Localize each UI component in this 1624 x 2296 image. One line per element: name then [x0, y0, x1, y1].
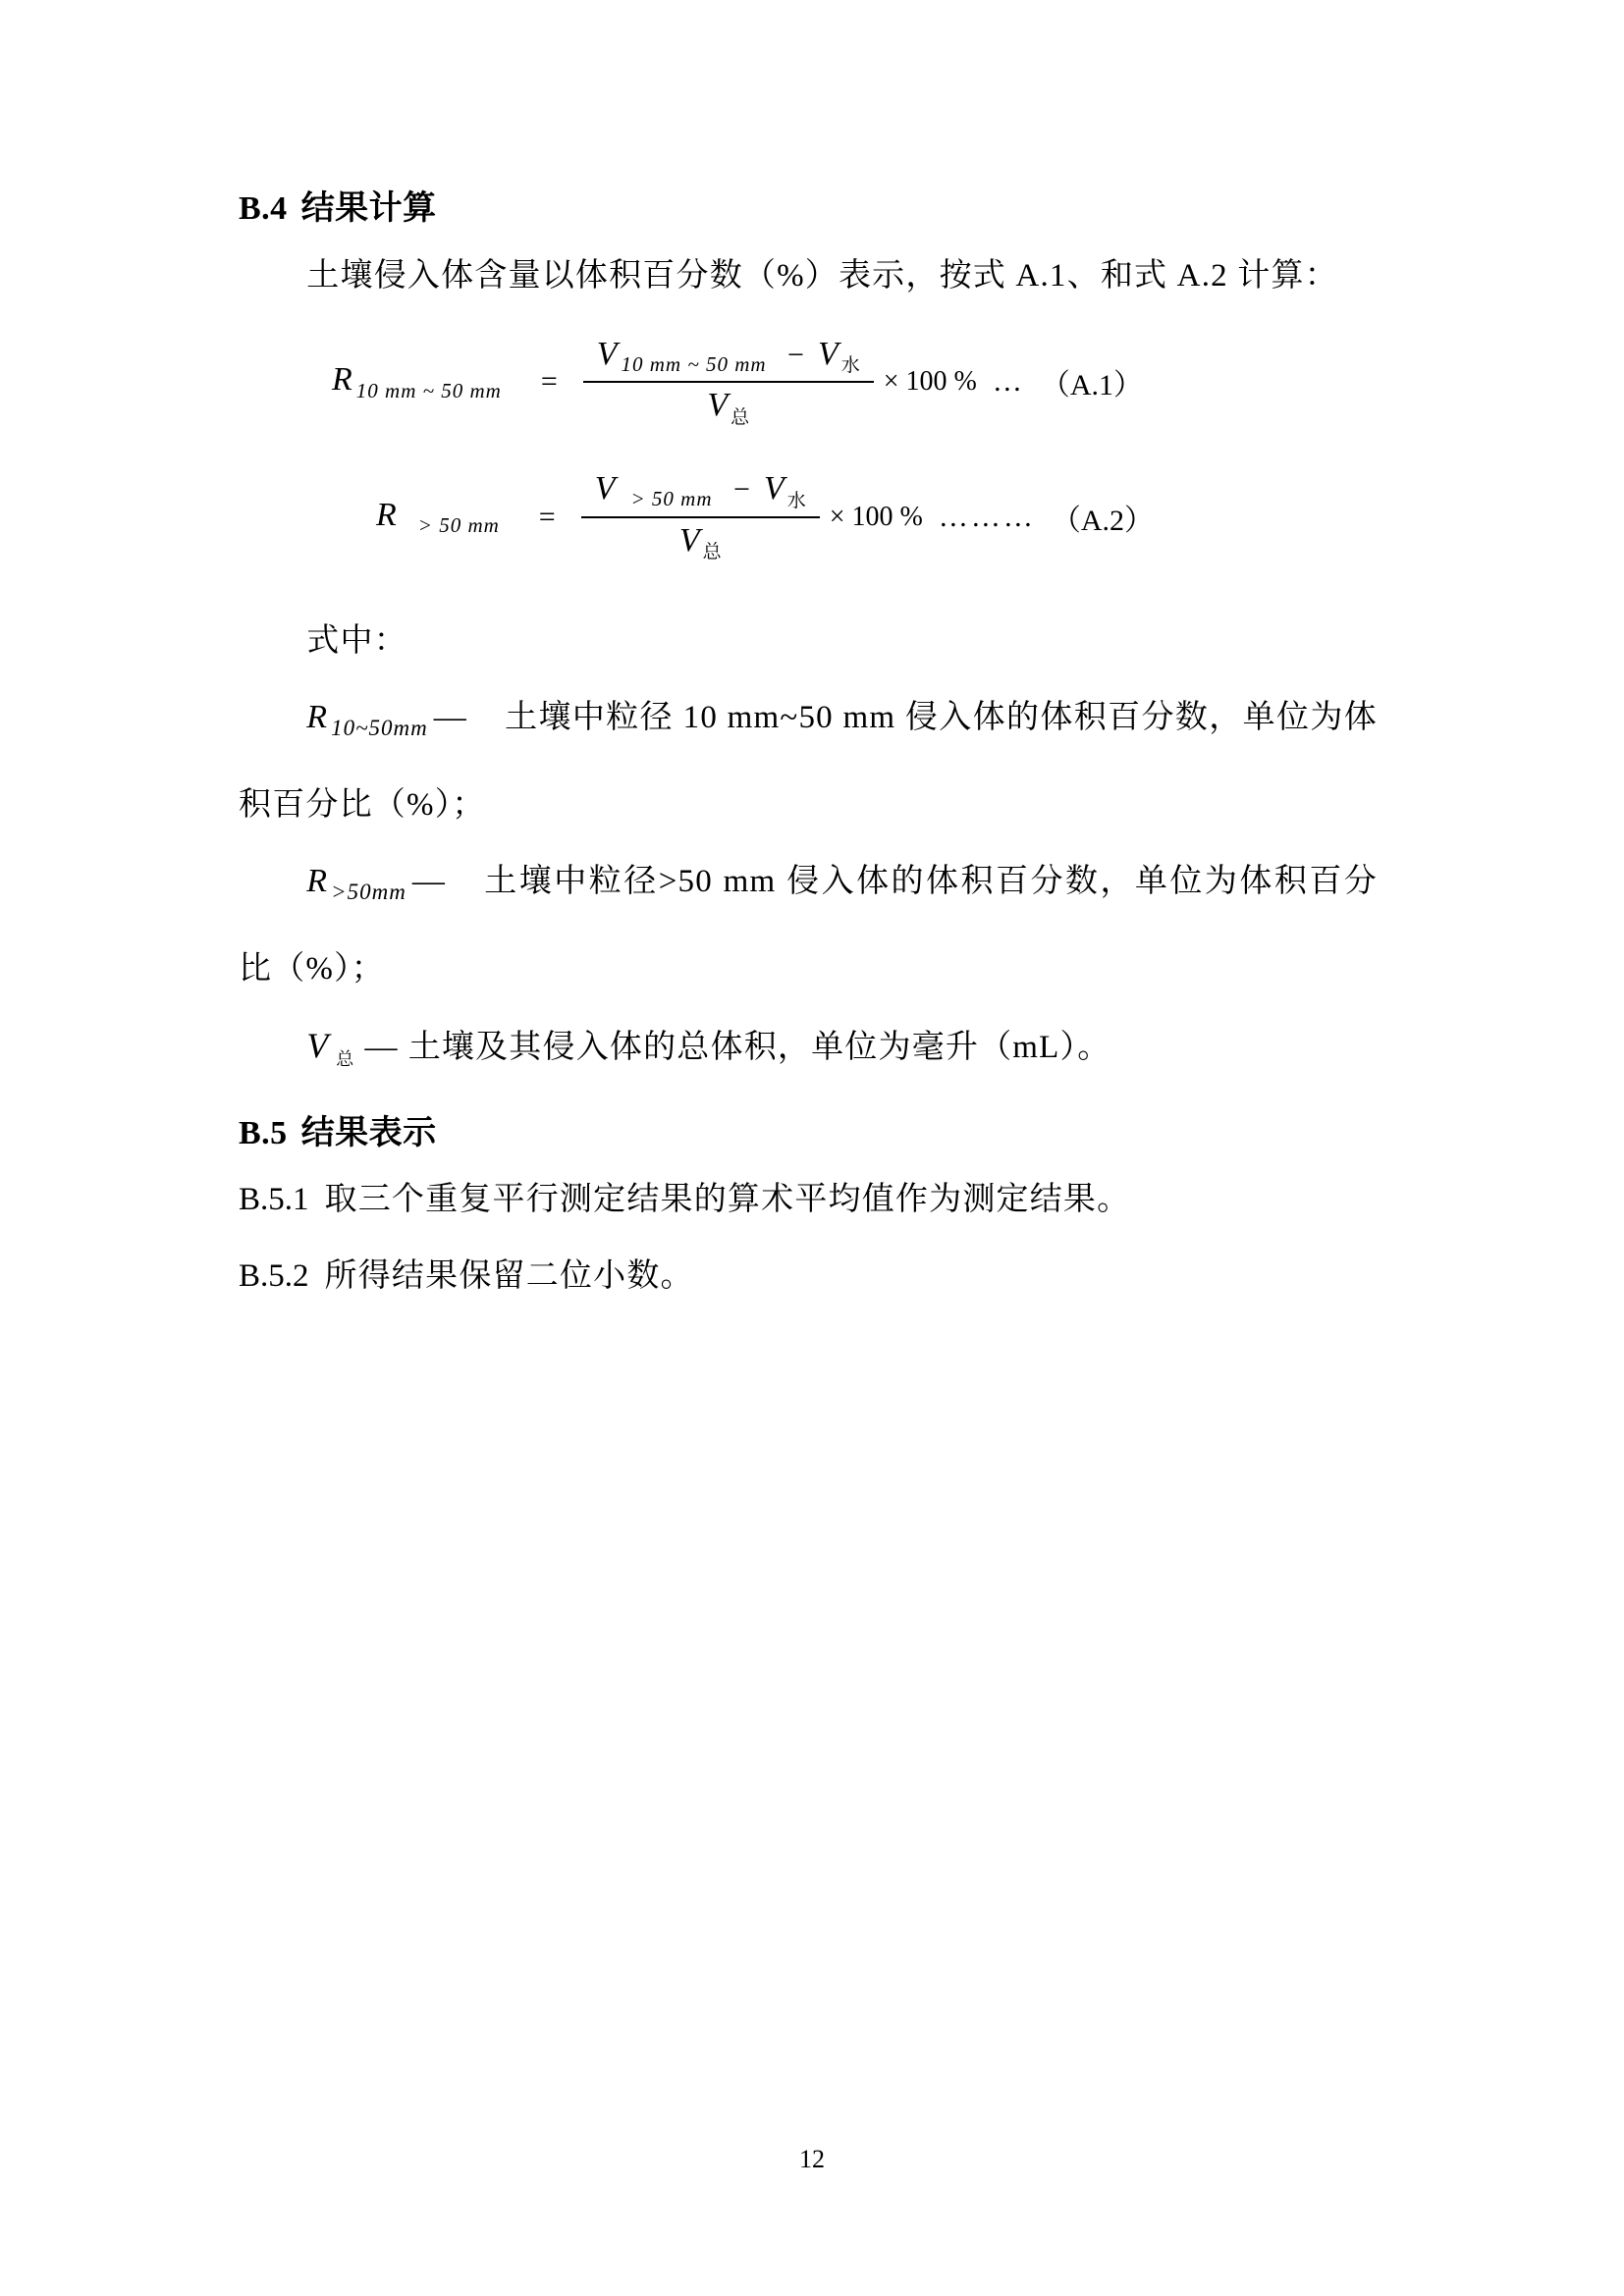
- clause-number-b5-1: B.5.1: [239, 1182, 309, 1218]
- section-heading-b5: [239, 1111, 1378, 1156]
- formula-a2-numerator-var2: V: [763, 470, 785, 507]
- definition-symbol-sub-0: 10~50mm: [331, 716, 428, 741]
- formula-a2-fraction: [581, 470, 820, 563]
- formula-a1-fraction: [583, 336, 874, 429]
- clause-number-b5-2: B.5.2: [239, 1258, 309, 1295]
- definition-symbol-var-0: R: [306, 699, 328, 736]
- section-heading-b4: [239, 187, 1378, 232]
- section-number-b4: B.4: [239, 190, 288, 227]
- formula-a1-lhs-var: R: [332, 361, 352, 399]
- definition-dash-1: —: [411, 864, 447, 900]
- formula-a2-numerator-var: V: [594, 470, 616, 507]
- spacer-after-formulas: [239, 563, 1378, 603]
- where-label: 式中：: [306, 623, 407, 660]
- definition-item-v-total: [239, 1007, 1378, 1096]
- formula-a1-lhs-sub: 10 mm ~ 50 mm: [355, 378, 502, 402]
- formula-a2-multiplier: × 100 %: [829, 501, 923, 532]
- formula-a1: [239, 336, 1378, 429]
- formula-a2-equals: =: [538, 500, 556, 533]
- formula-a1-numerator-var: V: [596, 335, 618, 372]
- section-number-b5: B.5: [239, 1114, 288, 1151]
- page-number: 12: [799, 2145, 825, 2173]
- formula-a2-numerator-sub2: 水: [786, 490, 806, 511]
- section-title-b4: 结果计算: [300, 190, 437, 227]
- formula-a1-equals: =: [540, 365, 558, 399]
- definition-item-r10-50mm: [239, 679, 1378, 843]
- definition-symbol-var-2: V: [306, 1026, 329, 1066]
- formula-a2-lhs-var: R: [376, 496, 397, 533]
- formula-a2-lhs-sub: > 50 mm: [417, 512, 500, 537]
- definition-text-2: 土壤及其侵入体的总体积，单位为毫升（mL）。: [407, 1030, 1111, 1066]
- definition-text-1: 土壤中粒径>50 mm 侵入体的体积百分数，单位为体积百分比（%）；: [239, 864, 1378, 988]
- formula-a1-numerator-sub2: 水: [840, 355, 860, 377]
- formula-a2-denominator: [666, 518, 735, 564]
- formula-a1-leader: …: [992, 365, 1025, 399]
- definition-dash-2: —: [364, 1030, 399, 1066]
- formula-a1-label: （A.1）: [1040, 369, 1144, 402]
- formula-a2-denominator-var: V: [678, 521, 700, 559]
- formula-a2-leader: ………: [938, 500, 1036, 533]
- definition-symbol-var-1: R: [306, 863, 328, 900]
- formula-a2-numerator: [581, 470, 820, 516]
- definition-symbol-sub-2: 总: [336, 1048, 355, 1069]
- clause-b5-2: [239, 1238, 1378, 1314]
- clause-text-b5-1: 取三个重复平行测定结果的算术平均值作为测定结果。: [324, 1182, 1131, 1218]
- formula-a1-numerator-var2: V: [817, 335, 839, 372]
- formula-a1-numerator: [583, 336, 874, 382]
- formula-a1-multiplier: × 100 %: [883, 366, 977, 398]
- page-content: [239, 187, 1378, 1314]
- formula-a1-denominator: [693, 383, 763, 429]
- formula-a1-denominator-sub: 总: [731, 407, 750, 429]
- formula-a2-label: （A.2）: [1051, 504, 1155, 537]
- b4-intro-paragraph: 土壤侵入体含量以体积百分数（%）表示，按式 A.1、和式 A.2 计算：: [306, 257, 1338, 294]
- formula-a1-denominator-var: V: [707, 387, 729, 424]
- formula-a2-lhs: [376, 497, 500, 538]
- clause-text-b5-2: 所得结果保留二位小数。: [324, 1258, 694, 1295]
- formula-a2: [239, 470, 1378, 563]
- definition-dash-0: —: [433, 700, 467, 736]
- formula-a2-denominator-sub: 总: [702, 542, 722, 563]
- formula-a2-minus: −: [733, 473, 750, 507]
- formula-a1-minus: −: [787, 338, 804, 371]
- definition-symbol-sub-1: >50mm: [331, 880, 406, 905]
- definition-text-0: 土壤中粒径 10 mm~50 mm 侵入体的体积百分数，单位为体积百分比（%）；: [239, 700, 1378, 824]
- formula-a1-lhs: [332, 361, 502, 402]
- formula-a2-numerator-sub: > 50 mm: [630, 487, 713, 511]
- formula-a1-numerator-sub: 10 mm ~ 50 mm: [621, 352, 767, 377]
- section-title-b5: 结果表示: [300, 1114, 437, 1151]
- clause-b5-1: [239, 1161, 1378, 1238]
- definition-item-r-gt-50mm: [239, 843, 1378, 1007]
